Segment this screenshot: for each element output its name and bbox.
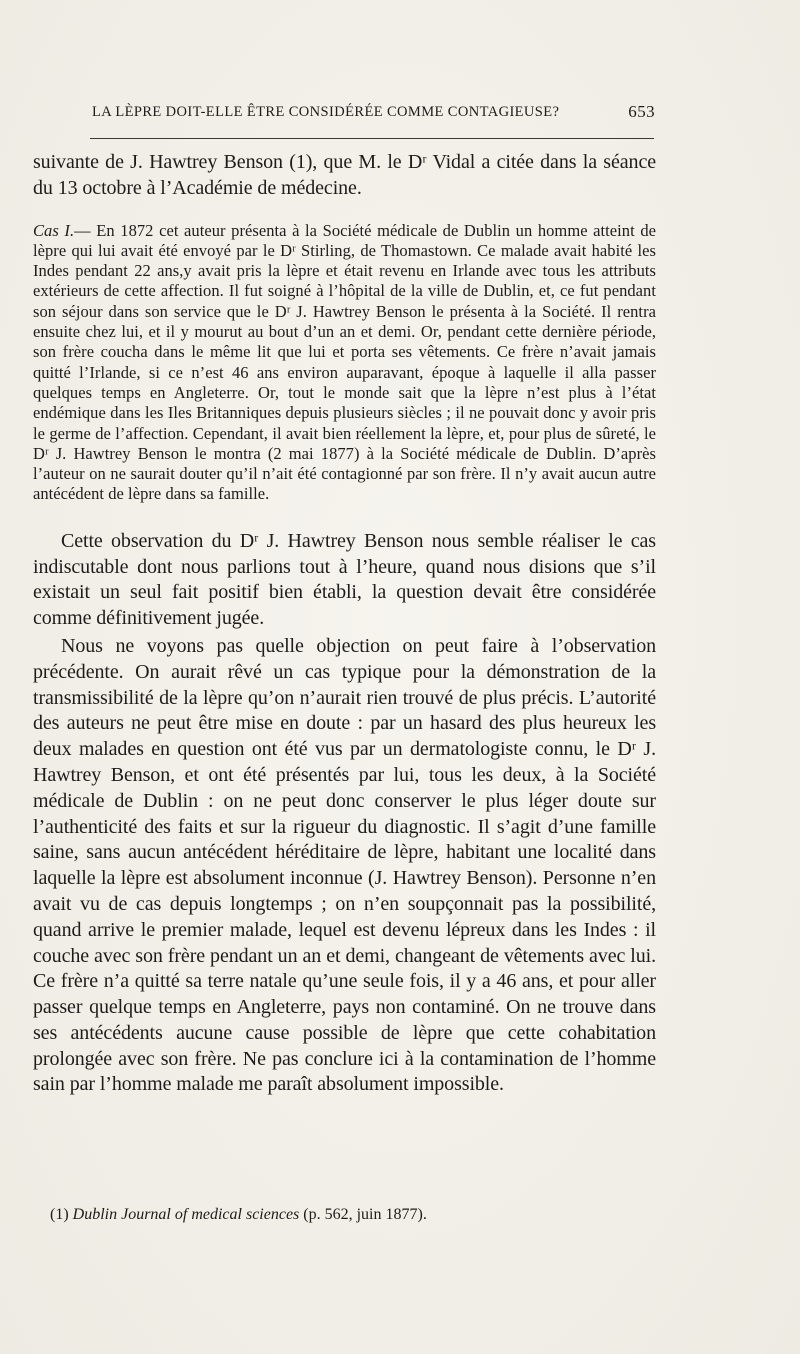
page-number: 653 xyxy=(628,102,655,121)
paragraph-2: Cette observation du Dʳ J. Hawtrey Benson nous semble réaliser le cas indiscutable dont nous parlions tout à l’heure, quand nous disions que s’il existait un seul fait positif bien établi, la question devait être considérée comme définitivement jugée. xyxy=(33,529,656,630)
case-observation xyxy=(33,221,656,505)
case-text: — En 1872 cet auteur présenta à la Société médicale de Dublin un homme atteint de lèpre qui lui avait été envoyé par le Dʳ Stirling, de Thomastown. Ce malade avait habité les Indes pendant 22 ans,y avait pris la lèpre et était revenu en Irlande avec tous les attributs extérieurs de cette affection. Il fut soigné à l’hôpital de la ville de Dublin, et, ce fut pendant son séjour dans son service que le Dʳ J. Hawtrey Benson le présenta à la Société. Il rentra ensuite chez lui, et il y mourut au bout d’un an et demi. Or, pendant cette dernière période, son frère coucha dans le même lit que lui et porta ses vêtements. Ce frère n’avait jamais quitté l’Irlande, si ce n’est 46 ans environ auparavant, époque à laquelle il alla passer quelques temps en Angleterre. Or, tout le monde sait que la lèpre n’est plus à l’état endémique dans les Iles Britanniques depuis plusieurs siècles ; il ne pouvait donc y avoir pris le germe de l’affection. Cependant, il avait bien réellement la lèpre, et, pour plus de sûreté, le Dʳ J. Hawtrey Benson le montra (2 mai 1877) à la Société médicale de Dublin. D’après l’auteur on ne saurait douter qu’il n’ait été contagionné par son frère. Il n’y avait aucun autre antécédent de lèpre dans sa famille. xyxy=(33,220,656,504)
case-label: Cas I. xyxy=(33,220,75,240)
header-rule xyxy=(90,138,654,139)
paragraph-3: Nous ne voyons pas quelle objection on peut faire à l’observation précédente. On aurait rêvé un cas typique pour la démonstration de la transmissibilité de la lèpre qu’on n’aurait rien trouvé de plus précis. L’autorité des auteurs ne peut être mise en doute : par un hasard des plus heureux les deux malades en question ont été vus par un dermatologiste connu, le Dʳ J. Hawtrey Benson, et ont été présentés par lui, tous les deux, à la Société médicale de Dublin : on ne peut donc conserver le plus léger doute sur l’authenticité des faits et sur la rigueur du diagnostic. Il s’agit d’une famille saine, sans aucun antécédent héréditaire de lèpre, habitant une localité dans laquelle la lèpre est absolument inconnue (J. Hawtrey Benson). Personne n’en avait vu de cas depuis longtemps ; on n’en soupçonnait pas la possibilité, quand arrive le premier malade, lequel est devenu lépreux dans les Indes : il couche avec son frère pendant un an et demi, changeant de vêtements avec lui. Ce frère n’a quitté sa terre natale qu’une seule fois, il y a 46 ans, et pour aller passer quelque temps en Angleterre, pays non contaminé. On ne trouve dans ses antécédents aucune cause possible de lèpre que cette cohabitation prolongée avec son frère. Ne pas conclure ici à la contamination de l’homme sain par l’homme malade me paraît absolument impossible. xyxy=(33,634,656,1096)
footnote-marker: (1) xyxy=(50,1206,69,1223)
footnote xyxy=(50,1206,427,1224)
footnote-journal-title: Dublin Journal of medical sciences xyxy=(72,1206,300,1223)
footnote-citation: (p. 562, juin 1877). xyxy=(303,1206,427,1223)
running-head: LA LÈPRE DOIT-ELLE ÊTRE CONSIDÉRÉE COMME CONTAGIEUSE? xyxy=(92,104,560,120)
opening-paragraph: suivante de J. Hawtrey Benson (1), que M. le Dʳ Vidal a citée dans la séance du 13 octobre à l’Académie de médecine. xyxy=(33,151,656,199)
main-text xyxy=(33,150,656,1098)
